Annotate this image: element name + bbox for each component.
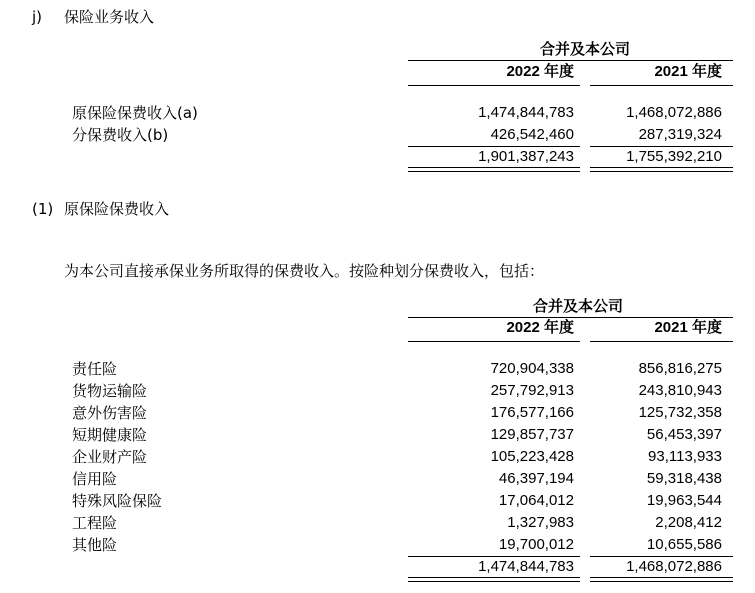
row-value-2021: 287,319,324 bbox=[638, 126, 722, 143]
section-j-group-header: 合并及本公司 bbox=[539, 40, 630, 58]
row-label: 原保险保费收入(a) bbox=[72, 104, 198, 122]
row-value-2022: 19,700,012 bbox=[498, 536, 574, 553]
section-1-description: 为本公司直接承保业务所取得的保费收入。按险种划分保费收入，包括： bbox=[64, 262, 545, 280]
row-label: 货物运输险 bbox=[72, 382, 148, 400]
section-j-marker: j) bbox=[32, 8, 43, 26]
row-value-2022: 257,792,913 bbox=[490, 382, 574, 399]
row-label: 其他险 bbox=[72, 536, 118, 554]
section-1-title: 原保险保费收入 bbox=[64, 200, 170, 218]
section-j-header-rule bbox=[408, 60, 733, 61]
section-1-total-double-rule-2021 bbox=[590, 577, 733, 582]
row-label: 短期健康险 bbox=[72, 426, 148, 444]
row-label: 信用险 bbox=[72, 470, 118, 488]
row-value-2021: 56,453,397 bbox=[646, 426, 722, 443]
section-j-col-rule-2021 bbox=[590, 85, 733, 86]
section-1-group-header: 合并及本公司 bbox=[532, 297, 623, 315]
section-1-col-rule-2021 bbox=[590, 341, 733, 342]
section-1-col-2022: 2022 年度 bbox=[506, 319, 574, 336]
section-j-total-double-rule-2021 bbox=[590, 167, 733, 172]
row-value-2021: 2,208,412 bbox=[655, 514, 722, 531]
section-1-marker: (1) bbox=[32, 200, 54, 218]
total-value-2022: 1,474,844,783 bbox=[478, 558, 574, 575]
section-j-col-2022: 2022 年度 bbox=[506, 63, 574, 80]
row-value-2021: 856,816,275 bbox=[638, 360, 722, 377]
row-value-2022: 720,904,338 bbox=[490, 360, 574, 377]
row-value-2022: 1,474,844,783 bbox=[478, 104, 574, 121]
section-1-total-double-rule-2022 bbox=[408, 577, 580, 582]
row-value-2022: 129,857,737 bbox=[490, 426, 574, 443]
row-label: 工程险 bbox=[72, 514, 118, 532]
row-label: 责任险 bbox=[72, 360, 118, 378]
row-value-2021: 243,810,943 bbox=[638, 382, 722, 399]
section-1-col-2021: 2021 年度 bbox=[654, 319, 722, 336]
row-value-2021: 10,655,586 bbox=[646, 536, 722, 553]
row-value-2022: 426,542,460 bbox=[490, 126, 574, 143]
row-value-2022: 176,577,166 bbox=[490, 404, 574, 421]
row-value-2022: 1,327,983 bbox=[507, 514, 574, 531]
section-j-col-rule-2022 bbox=[408, 85, 580, 86]
row-value-2022: 46,397,194 bbox=[498, 470, 574, 487]
row-label: 意外伤害险 bbox=[72, 404, 148, 422]
row-label: 分保费收入(b) bbox=[72, 126, 169, 144]
section-j-title: 保险业务收入 bbox=[64, 8, 155, 26]
section-j-total-double-rule-2022 bbox=[408, 167, 580, 172]
total-value-2021: 1,755,392,210 bbox=[626, 148, 722, 165]
row-value-2022: 17,064,012 bbox=[498, 492, 574, 509]
row-label: 特殊风险保险 bbox=[72, 492, 163, 510]
row-value-2021: 125,732,358 bbox=[638, 404, 722, 421]
row-value-2021: 59,318,438 bbox=[646, 470, 722, 487]
total-value-2022: 1,901,387,243 bbox=[478, 148, 574, 165]
row-value-2022: 105,223,428 bbox=[490, 448, 574, 465]
total-value-2021: 1,468,072,886 bbox=[626, 558, 722, 575]
row-value-2021: 93,113,933 bbox=[648, 448, 722, 465]
section-1-col-rule-2022 bbox=[408, 341, 580, 342]
row-label: 企业财产险 bbox=[72, 448, 148, 466]
section-j-col-2021: 2021 年度 bbox=[654, 63, 722, 80]
row-value-2021: 1,468,072,886 bbox=[626, 104, 722, 121]
row-value-2021: 19,963,544 bbox=[646, 492, 722, 509]
